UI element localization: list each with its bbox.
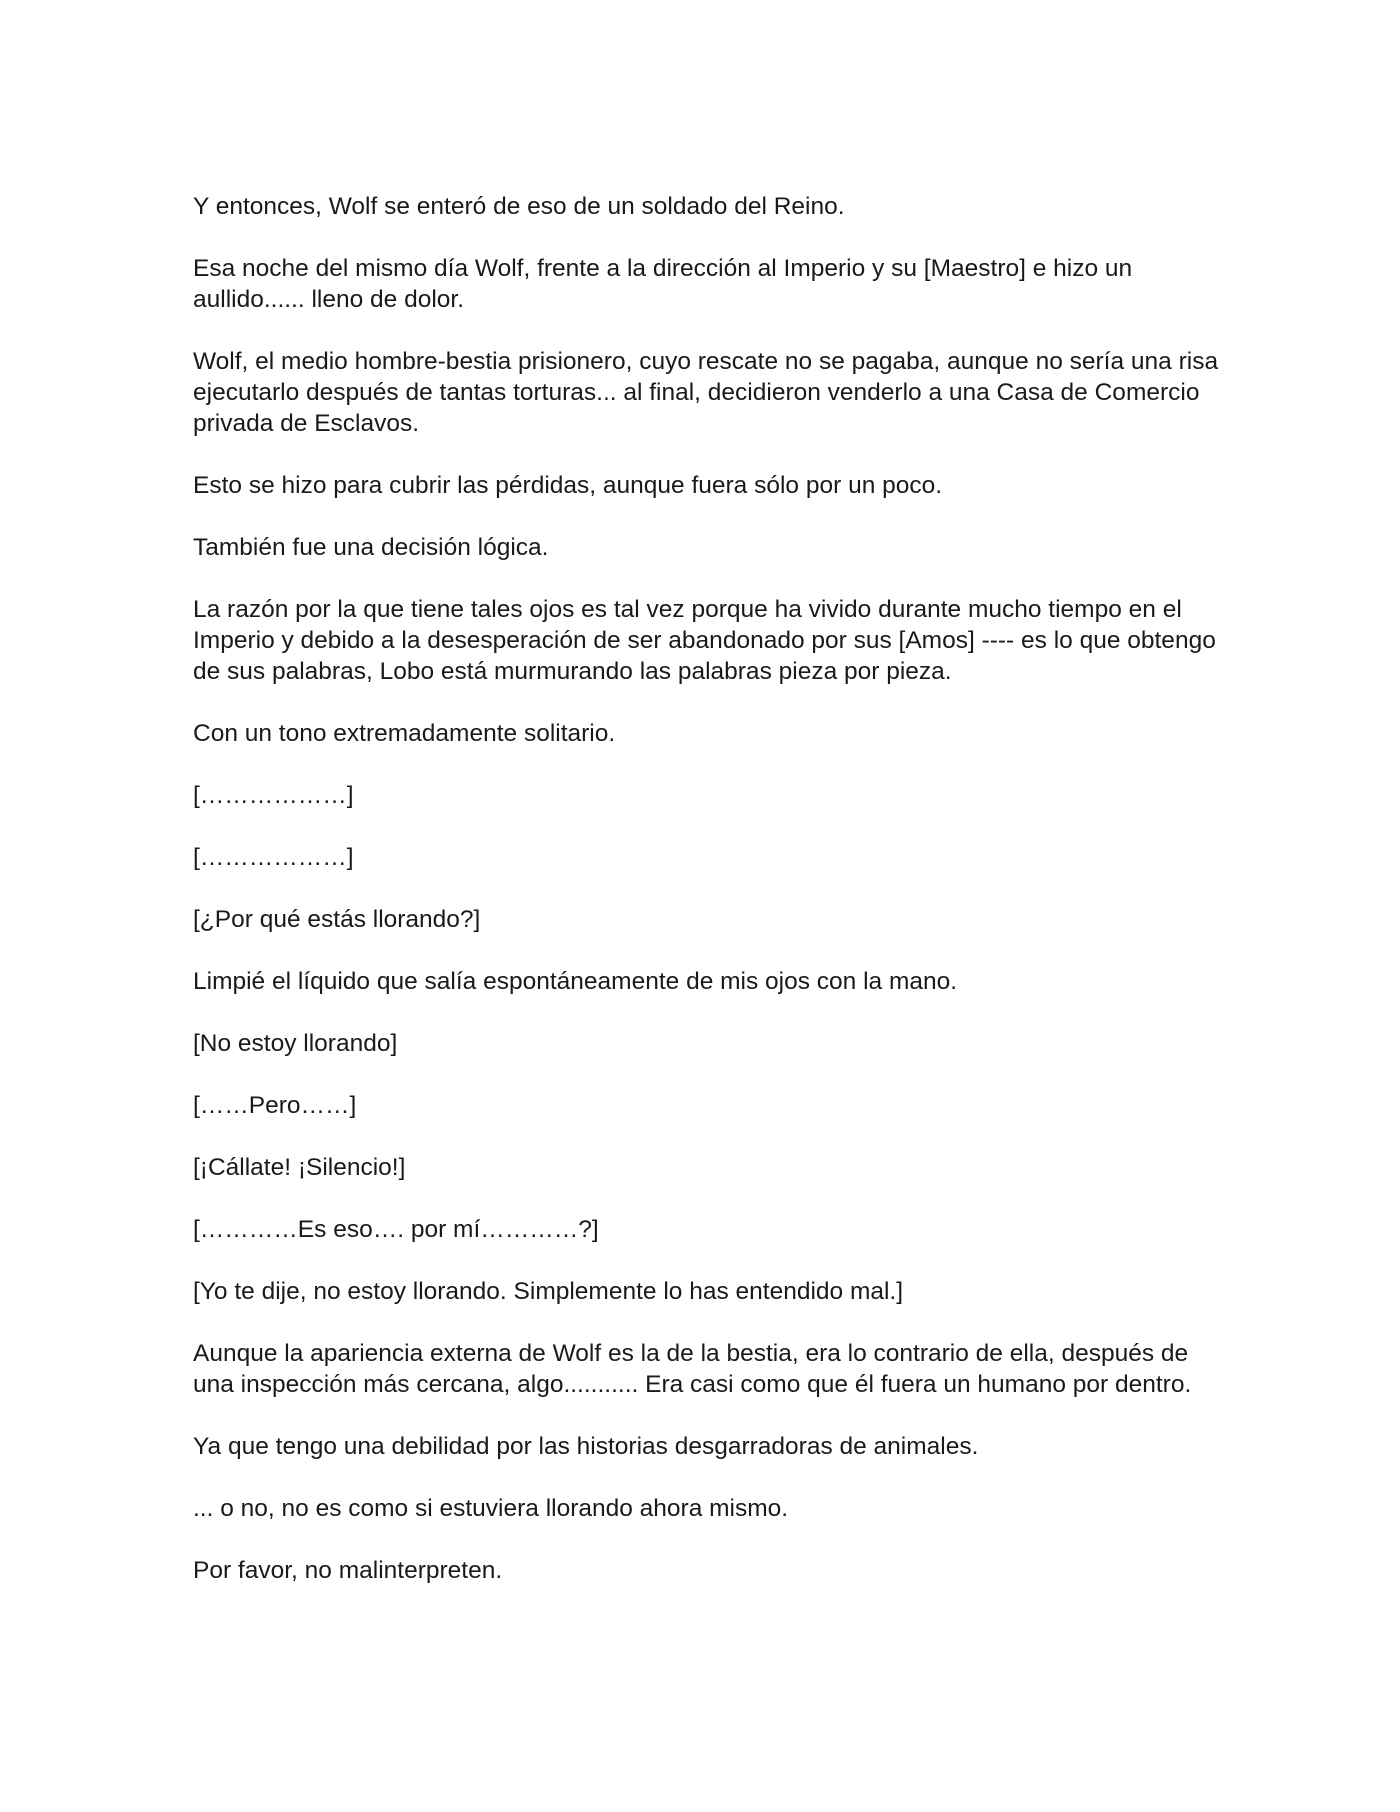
paragraph: Y entonces, Wolf se enteró de eso de un soldado del Reino.: [193, 193, 845, 220]
paragraph: La razón por la que tiene tales ojos es tal vez porque ha vivido durante mucho tiempo en el Imperio y debido a la desesperación de ser abandonado por sus [Amos] ---- es lo que obtengo de sus palabras, Lobo está murmurando las palabras pieza por pieza.: [193, 596, 1216, 685]
paragraph: Wolf, el medio hombre-bestia prisionero, cuyo rescate no se pagaba, aunque no sería una risa ejecutarlo después de tantas torturas... al final, decidieron venderlo a una Casa de Comercio privada de Esclavos.: [193, 348, 1219, 437]
dialogue-line: [¡Cállate! ¡Silencio!]: [193, 1154, 406, 1181]
paragraph: Esto se hizo para cubrir las pérdidas, aunque fuera sólo por un poco.: [193, 472, 943, 499]
paragraph: Ya que tengo una debilidad por las historias desgarradoras de animales.: [193, 1433, 979, 1460]
paragraph: Limpié el líquido que salía espontáneamente de mis ojos con la mano.: [193, 968, 958, 995]
dialogue-line: [………………]: [193, 844, 354, 871]
paragraph: Aunque la apariencia externa de Wolf es la de la bestia, era lo contrario de ella, después de una inspección más cercana, algo........... Era casi como que él fuera un humano por dentro.: [193, 1340, 1192, 1398]
dialogue-line: [Yo te dije, no estoy llorando. Simplemente lo has entendido mal.]: [193, 1278, 904, 1305]
paragraph: Con un tono extremadamente solitario.: [193, 720, 616, 747]
document-body: [193, 191, 1223, 1617]
dialogue-line: […………Es eso…. por mí…………?]: [193, 1216, 599, 1243]
dialogue-line: [¿Por qué estás llorando?]: [193, 906, 481, 933]
paragraph: También fue una decisión lógica.: [193, 534, 549, 561]
dialogue-line: [………………]: [193, 782, 354, 809]
dialogue-line: [……Pero……]: [193, 1092, 357, 1119]
dialogue-line: [No estoy llorando]: [193, 1030, 398, 1057]
paragraph: ... o no, no es como si estuviera llorando ahora mismo.: [193, 1495, 789, 1522]
paragraph: Por favor, no malinterpreten.: [193, 1557, 503, 1584]
paragraph: Esa noche del mismo día Wolf, frente a la dirección al Imperio y su [Maestro] e hizo un aullido...... lleno de dolor.: [193, 255, 1133, 313]
